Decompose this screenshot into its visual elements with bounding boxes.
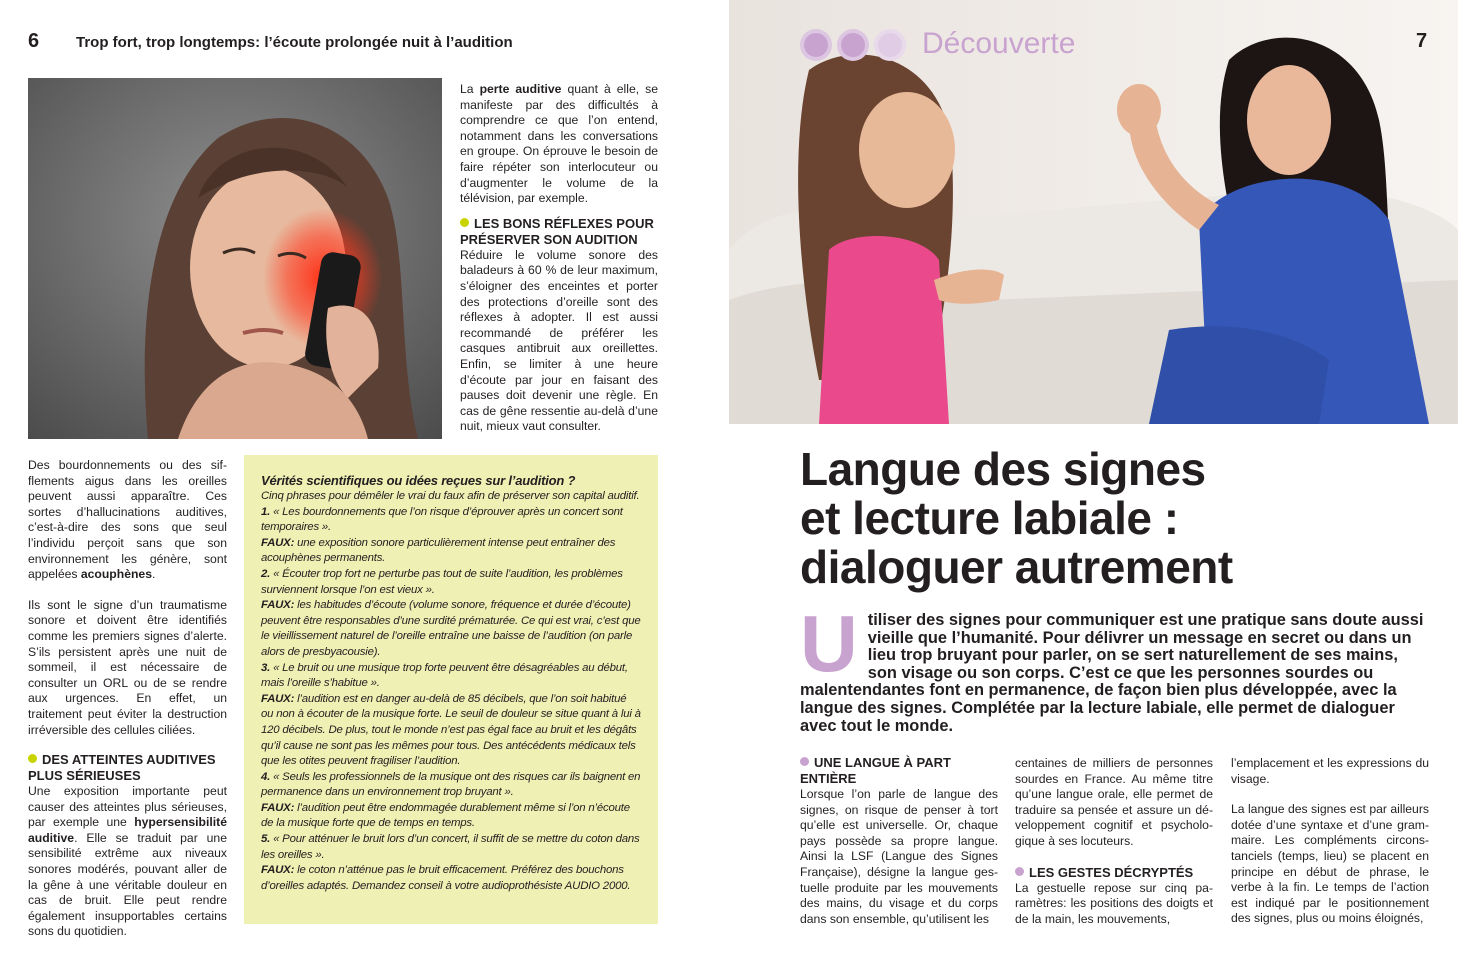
quiz-number: 2.: [261, 567, 271, 580]
quiz-answer: [261, 801, 641, 832]
section-label: Découverte: [922, 27, 1076, 60]
quiz-answer-text: une exposition sonore particulièrement intense peut entraîner des acouphènes permanents.: [261, 536, 616, 565]
quiz-verdict: FAUX:: [261, 692, 295, 705]
gestes-title: LES GESTES DÉCRYPTÉS: [1029, 864, 1194, 880]
quiz-answer-text: le coton n’atténue pas le bruit efficacement. Préférez des bouchons d’oreilles adaptés. Demandez conseil à votre audioprothésiste AUDIO 2000.: [261, 864, 631, 892]
intro-text-1: La: [460, 82, 480, 96]
quiz-claim-text: « Le bruit ou une musique trop forte peuvent être désagréables au début, mais l’oreille s’habitue ».: [261, 661, 628, 690]
quiz-verdict: FAUX:: [261, 864, 295, 877]
atteintes-bold-term: hypersensibilité auditive: [28, 815, 227, 845]
quiz-answer: [261, 598, 641, 660]
photo-sign-language-illustration: [729, 0, 1458, 424]
intro-text-2: quant à elle, se manifeste par des difficultés à comprendre ce que l’on entend, notamment dans les conversations en groupe. On éprouve le besoin de faire répéter son interlocuteur ou d’augmenter le volume de la télévision, par exemple.: [460, 82, 658, 206]
intro-bold-term: perte auditive: [479, 82, 562, 96]
quiz-claim: [261, 567, 641, 598]
quiz-verdict: FAUX:: [261, 599, 295, 612]
quiz-number: 1.: [261, 505, 271, 518]
title-line-3: dialoguer autrement: [800, 541, 1233, 593]
quiz-box: [244, 455, 658, 924]
quiz-answer: [261, 536, 641, 567]
bullet-dot-icon: [1015, 867, 1024, 876]
page-number-right: 7: [1416, 30, 1428, 52]
bullet-dot-icon: [800, 757, 809, 766]
bullet-dot-icon: [28, 754, 37, 763]
right-column-3: [1231, 756, 1429, 927]
langue-heading: [800, 755, 998, 787]
quiz-number: 3.: [261, 661, 271, 674]
drop-cap: U: [800, 599, 858, 688]
quiz-answer-text: les habitudes d’écoute (volume sonore, fréquence et durée d’écoute) peuvent être responsables d’une surdité prématurée. Ce qui est vrai, c’est que le vieillissement naturel de l’oreille entraîne une baisse de l’audition (on parle alors de presbyacousie).: [261, 599, 641, 658]
article-title: [800, 445, 1440, 592]
photo-woman-phone: [28, 78, 442, 439]
quiz-claim: [261, 770, 641, 801]
quiz-answer: [261, 863, 641, 894]
photo-woman-phone-illustration: [28, 78, 442, 439]
acouphenes-text: Des bourdonnements ou des sifflements aigus dans les oreilles peuvent aussi apparaître. Ces sortes d’hallucinations auditives, c’est-à-dire des sons que seul l’individu perçoit sans que son environnement les génère, sont appelées: [28, 458, 227, 582]
atteintes-title: DES ATTEINTES AUDITIVES PLUS SÉRIEUSES: [28, 752, 216, 784]
acouphenes-term: acouphènes: [80, 567, 152, 582]
gestes-heading: [1015, 865, 1213, 881]
title-line-1: Langue des signes: [800, 443, 1206, 495]
running-head: Trop fort, trop longtemps: l’écoute prolongée nuit à l’audition: [76, 34, 513, 51]
photo-sign-language: [729, 0, 1458, 424]
syntax-text-1: l’emplacement et les expressions du visage.: [1231, 756, 1429, 786]
atteintes-heading: [28, 752, 227, 784]
quiz-number: 4.: [261, 770, 271, 783]
reflexes-text: Réduire le volume sonore des baladeurs à 60 % de leur maximum, s’éloigner des enceintes et porter des protections d’oreille sont des réflexes à adopter. Il est aussi recommandé de préférer les casques antibruit aux oreillettes. Enfin, se limiter à une heure d’écoute par jour en faisant des pauses doit devenir une règle. En cas de gêne ressentie au-delà d’une nuit, mieux vaut consulter.: [460, 247, 658, 434]
gestes-intro: centaines de milliers de personnes sourdes en France. Au même titre qu’une langue orale, elle permet de traduire sa pensée et assure un développement cognitif et psychologique à ses locuteurs.: [1015, 756, 1213, 848]
langue-title: UNE LANGUE À PART ENTIÈRE: [800, 755, 951, 786]
article-lead: [800, 599, 1430, 735]
quiz-answer-text: l’audition est en danger au-delà de 85 décibels, que l’on soit habitué ou non à écouter de la musique forte. Le seuil de douleur se situe quant à lui à 120 décibels. De plus, tout le monde n’est pas égal face au bruit et les dégâts qu’il cause ne sont pas les mêmes pour tous. Des antécédents médicaux tels que les otites peuvent fragiliser l’audition.: [261, 692, 641, 768]
quiz-verdict: FAUX:: [261, 536, 295, 549]
reflexes-title: LES BONS RÉFLEXES POUR PRÉSERVER SON AUDITION: [460, 215, 654, 247]
quiz-title: Vérités scientifiques ou idées reçues sur l’audition ?: [261, 473, 576, 488]
quiz-claim: [261, 832, 641, 863]
circle-icon: [841, 33, 865, 57]
quiz-claim: [261, 661, 641, 692]
bullet-dot-icon: [460, 218, 469, 227]
quiz-answer: [261, 692, 641, 770]
quiz-intro: Cinq phrases pour démêler le vrai du faux afin de préserver son capital auditif.: [261, 490, 640, 502]
quiz-claim-text: « Écouter trop fort ne perturbe pas tout de suite l’audition, les problèmes surviennent lorsque l’on est vieux ».: [261, 567, 623, 596]
title-line-2: et lecture labiale :: [800, 492, 1179, 544]
circle-icon: [878, 33, 902, 57]
quiz-claim-text: « Les bourdonnements que l’on risque d’éprouver après un concert sont temporaires ».: [261, 505, 623, 534]
quiz-claim: [261, 505, 641, 536]
gestes-text: La gestuelle repose sur cinq paramètres: les positions des doigts et de la main, les mouvements,: [1015, 880, 1213, 926]
quiz-answer-text: l’audition peut être endommagée durablement même si l’on n’écoute de la musique forte que de temps en temps.: [261, 801, 630, 830]
atteintes-text-2: . Elle se traduit par une sensibilité extrême aux niveaux sonores modérés, pouvant aller de la gêne à une véritable douleur en cas de bruit. Elle peut rendre également insupportables certains sons du quotidien.: [28, 830, 227, 939]
quiz-items: [261, 505, 641, 895]
langue-text: Lorsque l’on parle de langue des signes, on risque de penser à tort qu’elle est universelle. Or, chaque pays possède sa propre langue. Ainsi la LSF (Langue des Signes Française), désigne la langue gestuelle produite par les mouvements des mains, du visage et du corps dans son ensemble, qu’utilisent les: [800, 787, 998, 926]
quiz-number: 5.: [261, 833, 271, 846]
quiz-verdict: FAUX:: [261, 801, 295, 814]
atteintes-text-1: Une exposition importante peut causer des atteintes plus sérieuses, par exemple une: [28, 784, 227, 830]
page-number-left: 6: [28, 30, 40, 52]
acouphenes-end: .: [151, 567, 156, 582]
lead-text: tiliser des signes pour communiquer est une pratique sans doute aussi vieille que l’humanité. Pour délivrer un message en secret ou dans un lieu trop bruyant pour parler, on se sert naturellement de ses mains, son visage ou son corps. C’est ce que les personnes sourdes ou malentendantes font en permanence, de façon bien plus développée, avec la langue des signes. Complétée par la lecture labiale, elle permet de dialoguer avec tout le monde.: [800, 611, 1424, 735]
right-column-2: [1015, 756, 1213, 927]
intro-text-column: [460, 82, 658, 435]
quiz-claim-text: « Pour atténuer le bruit lors d’un concert, il suffit de se mettre du coton dans les oreilles ».: [261, 833, 640, 861]
right-column-1: [800, 755, 998, 927]
left-column-text: [28, 458, 227, 940]
circle-icon: [804, 33, 828, 57]
reflexes-heading: [460, 216, 658, 248]
quiz-claim-text: « Seuls les professionnels de la musique ont des risques car ils baignent en permanence dans un environnement trop bruyant ».: [261, 770, 641, 799]
trauma-text: Ils sont le signe d’un traumatisme sonore et doivent être identifiés comme les premiers signes d’alerte. S’ils persistent après une nuit de sommeil, il est nécessaire de consulter un ORL ou de se rendre aux urgences. En effet, un traitement peut éviter la destruction irréversible des cellules ciliées.: [28, 597, 227, 737]
syntax-text-2: La langue des signes est par ailleurs dotée d’une syntaxe et d’une grammaire. Les compléments circonstanciels (temps, lieu) se placent en principe en début de phrase, le verbe à la fin. Le temps de l’action est indiqué par le positionnement des signes, plus ou moins éloignés,: [1231, 802, 1429, 926]
